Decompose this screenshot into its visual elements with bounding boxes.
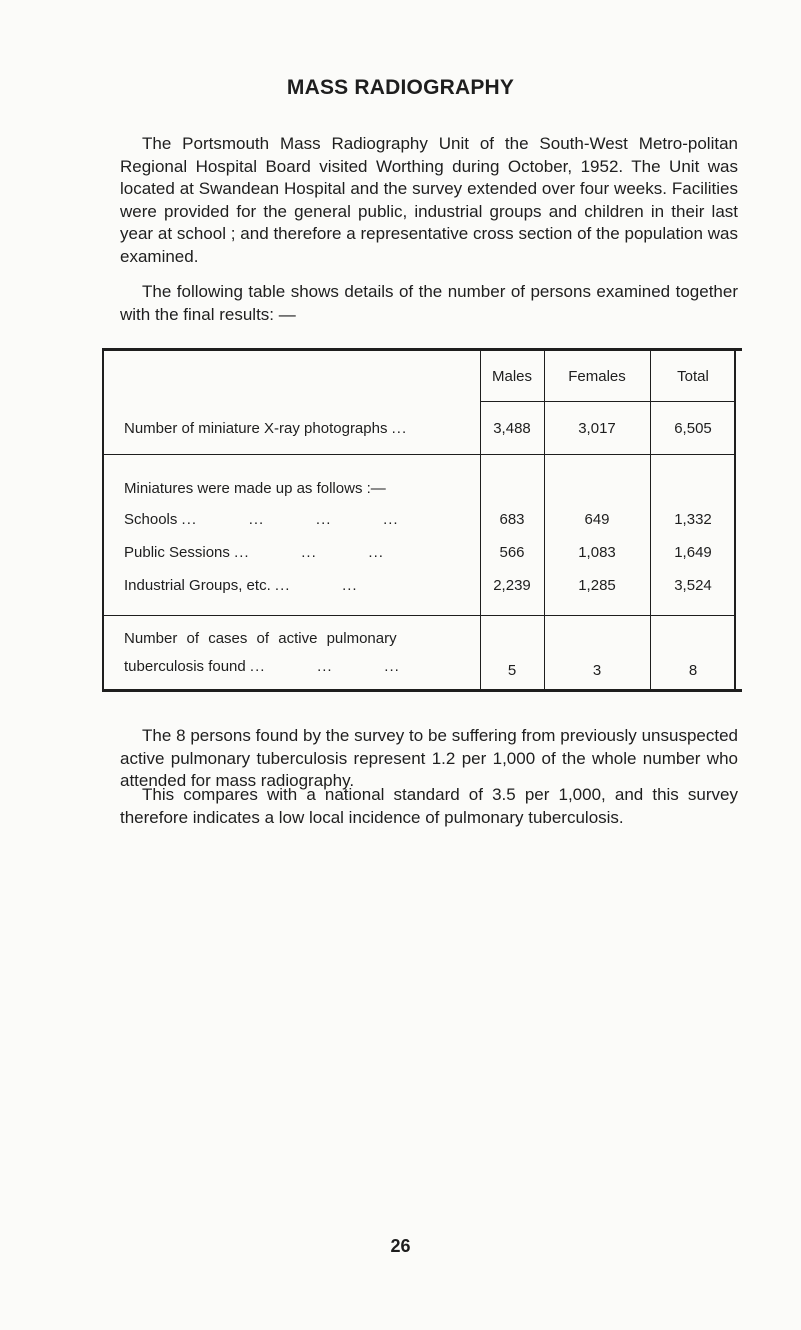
cases-label-line2: tuberculosis found ... ... ... [124, 658, 400, 675]
page-title: MASS RADIOGRAPHY [286, 76, 515, 99]
table-bottom-rule [102, 689, 742, 692]
public-sessions-females: 1,083 [578, 544, 616, 561]
industrial-groups-females: 1,285 [578, 577, 616, 594]
cases-label-line1: Number of cases of active pulmonary [124, 630, 397, 647]
section-rule-1 [102, 454, 736, 455]
photographs-females: 3,017 [578, 420, 616, 437]
section-rule-2 [102, 615, 736, 616]
industrial-groups-label: Industrial Groups, etc. ... ... [124, 577, 358, 594]
photographs-males: 3,488 [493, 420, 531, 437]
comparison-paragraph: This compares with a national standard of 3.5 per 1,000, and this survey therefore indicates a low local incidence of pulmonary tuberculosis. [120, 785, 738, 827]
header-males: Males [491, 368, 532, 385]
header-total: Total [677, 368, 709, 385]
public-sessions-males: 566 [499, 544, 525, 561]
header-rule [480, 401, 736, 402]
photographs-total: 6,505 [674, 420, 712, 437]
page-number: 26 [390, 1236, 411, 1256]
schools-label: Schools ... ... ... ... [124, 511, 399, 528]
findings-paragraph: The 8 persons found by the survey to be suffering from previously unsuspected active pulmonary tuberculosis represent 1.2 per 1,000 of the whole number who attended for mass radiography. [120, 726, 738, 790]
public-sessions-total: 1,649 [674, 544, 712, 561]
schools-males: 683 [499, 511, 525, 528]
intro-paragraph: The Portsmouth Mass Radiography Unit of the South-West Metro-politan Regional Hospital Board visited Worthing during October, 1952. The Unit was located at Swandean Hospital and the survey extended over four weeks. Facilities were provided for the general public, industrial groups and children in their last year at school ; and therefore a representative cross section of the population was examined. [120, 134, 738, 266]
header-females: Females [568, 368, 626, 385]
schools-total: 1,332 [674, 511, 712, 528]
industrial-groups-males: 2,239 [493, 577, 531, 594]
table-top-rule [102, 348, 742, 351]
breakdown-heading: Miniatures were made up as follows :— [124, 480, 386, 497]
results-table [102, 348, 742, 692]
table-left-rule [102, 348, 104, 692]
photographs-label: Number of miniature X-ray photographs ... [124, 420, 408, 437]
schools-females: 649 [584, 511, 610, 528]
cases-total: 8 [688, 662, 698, 679]
cases-females: 3 [592, 662, 602, 679]
table-intro-paragraph: The following table shows details of the number of persons examined together with the final results: — [120, 282, 738, 324]
industrial-groups-total: 3,524 [674, 577, 712, 594]
public-sessions-label: Public Sessions ... ... ... [124, 544, 384, 561]
cases-males: 5 [507, 662, 517, 679]
